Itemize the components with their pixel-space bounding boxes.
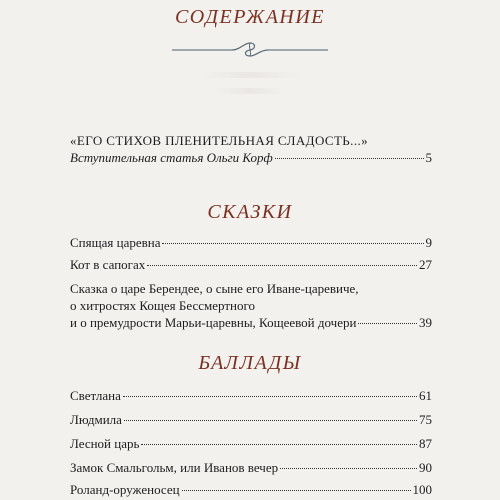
leader-dots [182, 490, 411, 491]
entry-title-line: и о премудрости Марьи-царевны, Кощеевой дочери [70, 315, 357, 330]
intro-subtitle: Вступительная статья Ольги Корф [70, 150, 273, 165]
page-number: 9 [425, 235, 432, 250]
page-number: 61 [419, 388, 432, 403]
entry-title: Лесной царь [70, 436, 140, 451]
leader-dots [124, 420, 417, 421]
toc-entry [70, 256, 432, 273]
entry-title: Роланд-оруженосец [70, 482, 180, 497]
page-number: 90 [419, 460, 432, 475]
toc-entry [70, 481, 432, 498]
toc-entry [70, 435, 432, 452]
leader-dots [358, 323, 417, 324]
faded-bleedthrough [200, 72, 300, 78]
page-number: 87 [419, 436, 432, 451]
entry-title: Людмила [70, 412, 122, 427]
toc-entry [70, 387, 432, 404]
entry-title: Светлана [70, 388, 121, 403]
toc-entry [70, 280, 432, 331]
toc-entry-intro [70, 132, 432, 166]
entry-title-line: о хитростях Кощея Бессмертного [70, 298, 255, 313]
leader-dots [280, 468, 417, 469]
entry-title: Кот в сапогах [70, 257, 146, 272]
contents-title: СОДЕРЖАНИЕ [174, 6, 326, 28]
leader-dots [147, 265, 417, 266]
faded-bleedthrough [215, 88, 285, 94]
leader-dots [162, 243, 423, 244]
toc-entry [70, 411, 432, 428]
leader-dots [275, 158, 424, 159]
entry-title-line: Сказка о царе Берендее, о сыне его Иване-царевиче, [70, 281, 359, 296]
page-number: 27 [419, 257, 432, 272]
section-heading-skazki: СКАЗКИ [207, 201, 293, 223]
ornament-divider-icon [170, 40, 330, 58]
section-heading-ballady: БАЛЛАДЫ [198, 352, 302, 374]
toc-entry [70, 459, 432, 476]
page-number: 100 [412, 482, 432, 497]
toc-entry [70, 234, 432, 251]
leader-dots [123, 396, 417, 397]
page-number: 5 [425, 150, 432, 165]
entry-title: Замок Смальгольм, или Иванов вечер [70, 460, 279, 475]
page-number: 75 [419, 412, 432, 427]
page-number: 39 [419, 315, 432, 330]
leader-dots [141, 444, 417, 445]
entry-title: Спящая царевна [70, 235, 161, 250]
intro-title: «ЕГО СТИХОВ ПЛЕНИТЕЛЬНАЯ СЛАДОСТЬ...» [70, 133, 369, 148]
